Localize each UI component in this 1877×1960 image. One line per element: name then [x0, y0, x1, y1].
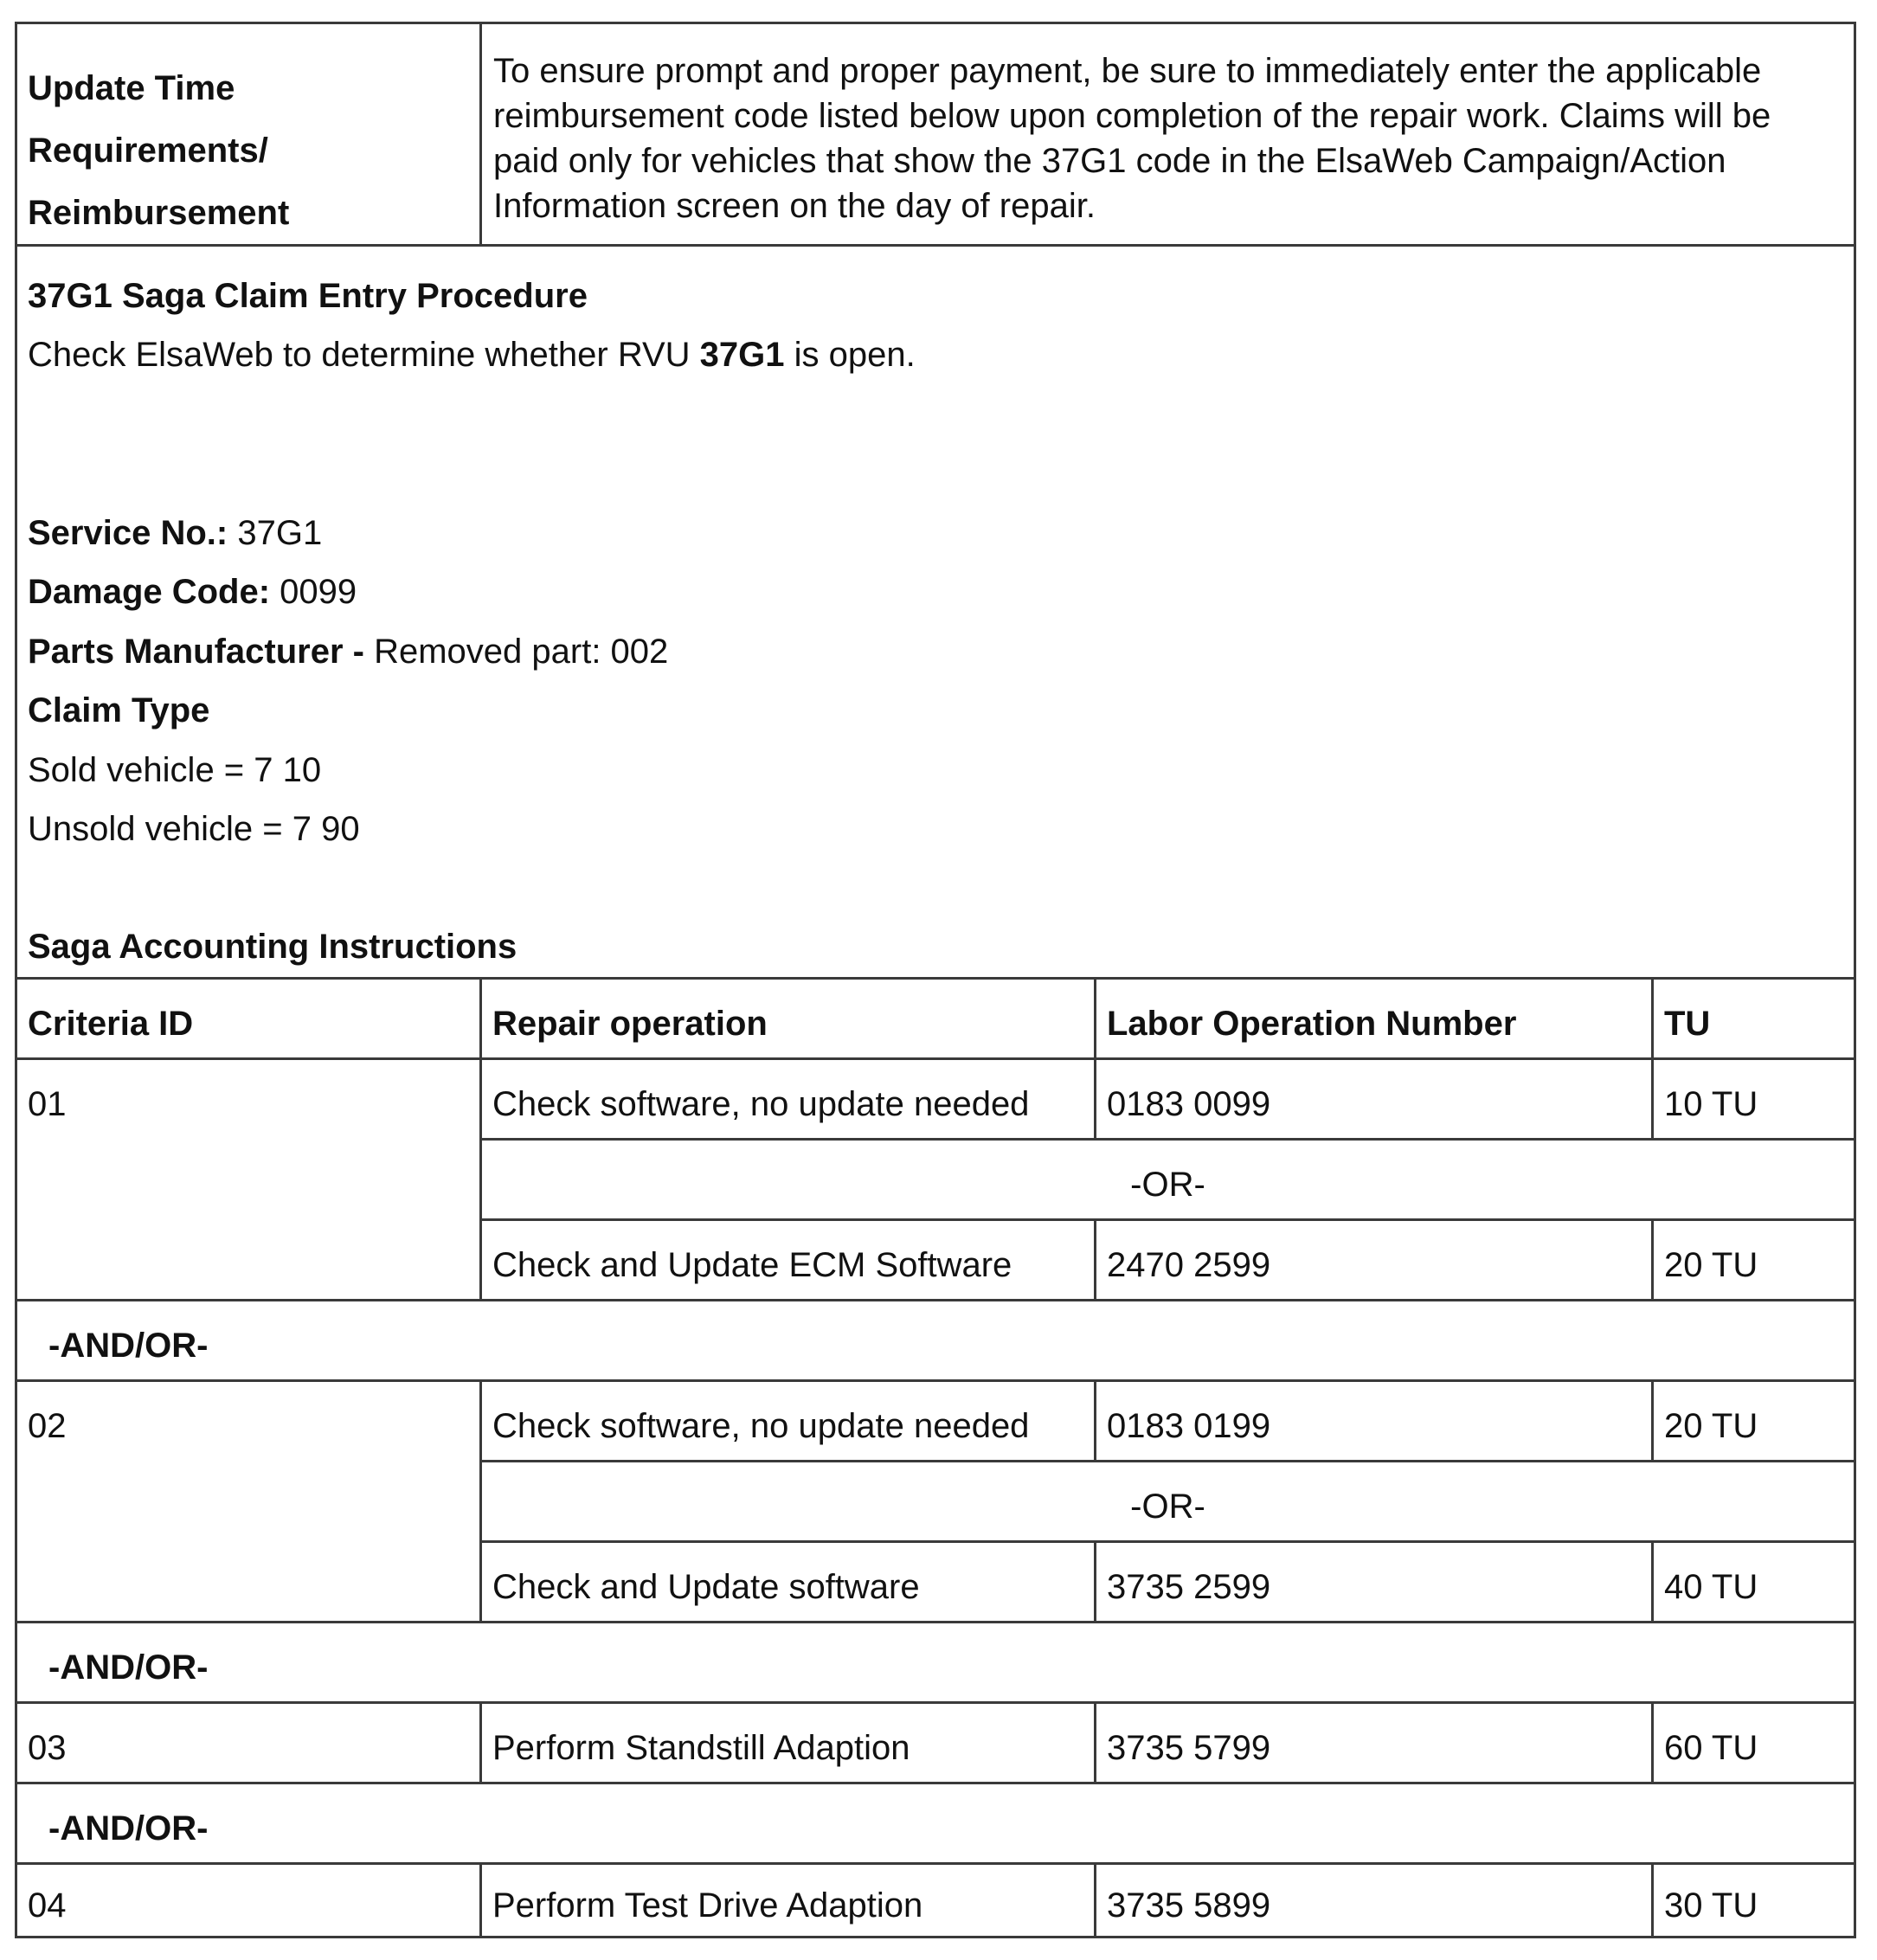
and-or-separator: -AND/OR-: [48, 1809, 209, 1848]
divider: [1651, 1379, 1654, 1460]
tu-value: 20 TU: [1664, 1245, 1758, 1284]
labor-operation-number: 3735 2599: [1107, 1567, 1271, 1606]
service-number: [28, 511, 322, 556]
divider: [1094, 1379, 1096, 1460]
reimbursement-text-line: reimbursement code listed below upon completion of the repair work. Claims will be: [493, 97, 1771, 135]
parts-value: Removed part: 002: [363, 633, 669, 671]
parts-manufacturer: [28, 629, 668, 674]
divider: [1651, 1540, 1654, 1621]
divider: [479, 24, 482, 247]
unsold-vehicle: Unsold vehicle = 7 90: [28, 810, 360, 848]
divider: [479, 977, 482, 1057]
divider: [1651, 1057, 1654, 1138]
reimbursement-label-line: Reimbursement: [28, 194, 290, 232]
reimbursement-label-line: Requirements/: [28, 132, 268, 170]
reimbursement-text-line: To ensure prompt and proper payment, be sure to immediately enter the applicable: [493, 52, 1762, 90]
repair-operation: Perform Test Drive Adaption: [492, 1886, 923, 1925]
procedure-title: 37G1 Saga Claim Entry Procedure: [28, 277, 588, 315]
labor-operation-number: 3735 5799: [1107, 1728, 1271, 1767]
header-repair-operation: Repair operation: [492, 1004, 768, 1043]
divider: [1651, 1701, 1654, 1782]
parts-label: Parts Manufacturer -: [28, 633, 364, 671]
or-separator: -OR-: [1130, 1165, 1205, 1204]
reimbursement-text-line: Information screen on the day of repair.: [493, 187, 1096, 225]
divider: [479, 1862, 482, 1938]
check-prefix: Check ElsaWeb to determine whether RVU: [28, 336, 700, 374]
criteria-id-03: 03: [28, 1728, 67, 1767]
repair-operation: Check software, no update needed: [492, 1084, 1030, 1123]
header-tu: TU: [1664, 1004, 1711, 1043]
repair-operation: Check and Update software: [492, 1567, 920, 1606]
header-criteria-id: Criteria ID: [28, 1004, 194, 1043]
or-separator: -OR-: [1130, 1487, 1205, 1526]
claim-type-label: Claim Type: [28, 691, 210, 729]
reimbursement-label: [28, 57, 478, 244]
repair-operation: Check and Update ECM Software: [492, 1245, 1012, 1284]
tu-value: 60 TU: [1664, 1728, 1758, 1767]
labor-operation-number: 0183 0099: [1107, 1084, 1271, 1123]
divider: [1651, 977, 1654, 1057]
criteria-id-04: 04: [28, 1886, 67, 1925]
repair-operation: Perform Standstill Adaption: [492, 1728, 910, 1767]
and-or-separator: -AND/OR-: [48, 1648, 209, 1687]
reimbursement-text-line: paid only for vehicles that show the 37G1 code in the ElsaWeb Campaign/Action: [493, 142, 1726, 180]
service-label: Service No.:: [28, 514, 228, 552]
and-or-separator: -AND/OR-: [48, 1326, 209, 1365]
labor-operation-number: 2470 2599: [1107, 1245, 1271, 1284]
divider: [1651, 1218, 1654, 1299]
divider: [1094, 1057, 1096, 1138]
damage-code: [28, 569, 357, 614]
criteria-id-02: 02: [28, 1406, 67, 1445]
check-suffix: is open.: [784, 336, 916, 374]
damage-value: 0099: [270, 573, 357, 611]
claim-document: [15, 22, 1856, 1938]
procedure-check-text: [28, 332, 916, 377]
divider: [1094, 977, 1096, 1057]
reimbursement-text: [493, 48, 1843, 228]
check-code: 37G1: [699, 336, 785, 374]
service-value: 37G1: [228, 514, 323, 552]
tu-value: 40 TU: [1664, 1567, 1758, 1606]
criteria-id-01: 01: [28, 1084, 67, 1123]
damage-label: Damage Code:: [28, 573, 271, 611]
sold-vehicle: Sold vehicle = 7 10: [28, 751, 322, 789]
divider: [1651, 1862, 1654, 1938]
tu-value: 30 TU: [1664, 1886, 1758, 1925]
tu-value: 10 TU: [1664, 1084, 1758, 1123]
divider: [1094, 1540, 1096, 1621]
reimbursement-label-line: Update Time: [28, 69, 235, 107]
divider: [1094, 1218, 1096, 1299]
divider: [479, 1701, 482, 1782]
divider: [17, 244, 1854, 247]
labor-operation-number: 0183 0199: [1107, 1406, 1271, 1445]
repair-operation: Check software, no update needed: [492, 1406, 1030, 1445]
header-labor-operation: Labor Operation Number: [1107, 1004, 1517, 1043]
divider: [1094, 1701, 1096, 1782]
labor-operation-number: 3735 5899: [1107, 1886, 1271, 1925]
tu-value: 20 TU: [1664, 1406, 1758, 1445]
accounting-title: Saga Accounting Instructions: [28, 928, 517, 966]
divider: [1094, 1862, 1096, 1938]
